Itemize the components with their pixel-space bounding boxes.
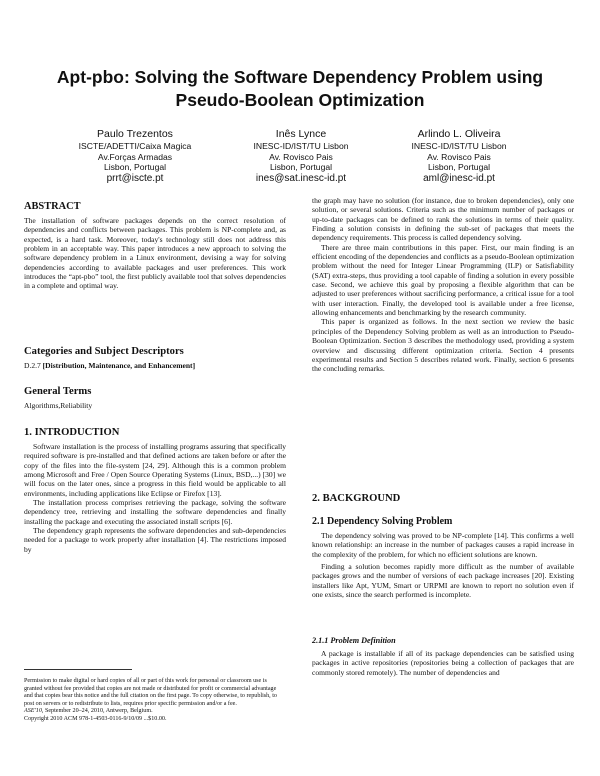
categories-descriptor: [Distribution, Maintenance, and Enhancement] [42, 361, 196, 370]
author-affiliation: INESC-ID/IST/TU Lisbon [411, 141, 507, 151]
author-affiliation: INESC-ID/IST/TU Lisbon [253, 141, 349, 151]
author-email: prrt@iscte.pt [106, 172, 164, 184]
right-paragraph-1: the graph may have no solution (for instance, due to broken dependencies), only one solution, or several solutions. Criteria such as the minimum number of packages or up-to-date packages can be defined to rank the solutions in terms of their quality. Finding a solution consists in defining the sub-set of packages that meets the dependency requirements. This process is called dependency solving. [312, 196, 574, 243]
intro-paragraph-2: The installation process comprises retrieving the package, solving the software dependency tree, retrieving and installing the software dependencies and finally installing the package and executing the associated install scripts [6]. [24, 498, 286, 526]
footnote-rule [24, 669, 132, 670]
problem-definition-heading: 2.1.1 Problem Definition [312, 636, 396, 645]
dependency-solving-heading: 2.1 Dependency Solving Problem [312, 516, 453, 527]
right-paragraph-3: This paper is organized as follows. In the next section we review the basic principles of the Dependency Solving problem as well as an introduction to Pseudo-Boolean Optimization. Section 3 describes the methodology used, providing a system overview and discussing different optimization criteria. Section 4 presents experimental results and Section 5 describes related work. Finally, section 6 presents the concluding remarks. [312, 317, 574, 374]
abstract-heading: ABSTRACT [24, 201, 81, 212]
categories-text [24, 361, 286, 370]
author-affiliation: ISCTE/ADETTI/Caixa Magica [78, 141, 192, 151]
right-paragraph-2: There are three main contributions in this paper. First, our main finding is an efficient encoding of the dependencies and conflicts as a pseudo-Boolean optimization problem without the need for Integer Linear Programming (ILP) or Satisfiability (SAT) extra-steps, thus providing a tool capable of finding a solution in every possible case. Second, we achieve this goal by proposing a flexible algorithm that can be adjusted to user preferences without sacrificing performance, a critical issue for a tool with user interaction. Finally, the developed tool is available under a free license, allowing enhancements and benchmarking by the research community. [312, 242, 574, 318]
abstract-text: The installation of software packages depends on the correct resolution of dependencies and conflicts between packages. This problem is NP-complete and, as expected, is a hard task. Moreover, today's technology still does not address this problem in an acceptable way. This paper introduces a new approach to solving the software dependency problem in a Linux environment, devising a way for solving dependencies according to available packages and user preferences. This work introduces the “apt-pbo” tool, the first publicly available tool that solves dependencies in a complete and optimal way. [24, 216, 286, 291]
copyright-footnote [24, 678, 286, 724]
intro-paragraph-3: The dependency graph represents the software dependencies and sub-dependencies needed for a package to work properly after installation [4]. The restrictions imposed by [24, 526, 286, 554]
background-heading: 2. BACKGROUND [312, 493, 401, 504]
author-name: Inês Lynce [275, 128, 327, 140]
venue-name: ASE'10, [24, 708, 44, 715]
introduction-heading: 1. INTRODUCTION [24, 427, 120, 438]
categories-code: D.2.7 [24, 361, 41, 370]
author-1 [40, 128, 230, 185]
author-city: Lisbon, Portugal [427, 162, 491, 173]
author-name: Paulo Trezentos [97, 128, 173, 140]
venue-date: September 20–24, 2010, Antwerp, Belgium. [44, 708, 153, 715]
general-terms-text: Algorithms,Reliability [24, 401, 93, 410]
author-street: Av. Rovisco Pais [269, 151, 333, 162]
author-city: Lisbon, Portugal [103, 162, 167, 173]
permission-text: Permission to make digital or hard copies of all or part of this work for personal or classroom use is granted without fee provided that copies are not made or distributed for profit or commercial advantage and that copies bear this notice and the full citation on the first page. To copy otherwise, to republish, to post on servers or to redistribute to lists, requires prior specific permission and/or a fee. [24, 678, 277, 707]
categories-heading: Categories and Subject Descriptors [24, 346, 184, 357]
general-terms-heading: General Terms [24, 386, 92, 397]
right-paragraph-6: A package is installable if all of its package dependencies can be satisfied using packages in active repositories (repositories being a collection of packages that are commonly stored remotely). The number of dependencies and [312, 649, 574, 677]
author-city: Lisbon, Portugal [269, 162, 333, 173]
right-paragraph-4: The dependency solving was proved to be NP-complete [14]. This confirms a well known relationship: an increase in the number of packages causes a rapid increase in the complexity of the problem, for which no efficient solutions are known. [312, 531, 574, 559]
author-email: aml@inesc-id.pt [423, 172, 495, 184]
author-street: Av.Forças Armadas [97, 151, 173, 162]
intro-paragraph-1: Software installation is the process of installing programs assuring that specifically required software is pre-installed and that defined actions are taken before or after the copy of the files into the file-system [24, 29]. Although this is a common problem among Microsoft and Free / Open Source Operating Systems (Linux, BSD,...) [30] we will focus on the later ones, since a progress in this field would be applicable to all environments, including applications like Eclipse or Firefox [13]. [24, 442, 286, 498]
copyright-line: Copyright 2010 ACM 978-1-4503-0116-9/10/09 ...$10.00. [24, 715, 167, 722]
paper-title: Apt-pbo: Solving the Software Dependency Problem using Pseudo-Boolean Optimization [56, 67, 544, 110]
author-name: Arlindo L. Oliveira [417, 128, 501, 140]
venue-line [24, 708, 286, 716]
author-email: ines@sat.inesc-id.pt [255, 172, 347, 184]
right-paragraph-5: Finding a solution becomes rapidly more difficult as the number of available packages grows and the number of versions of each package increases [20]. Existing installers like Apt, YUM, Smart or URPMI are known to report no solution even if one exists, since the search performed is incomplete. [312, 562, 574, 600]
author-street: Av. Rovisco Pais [427, 151, 491, 162]
author-3 [364, 128, 554, 185]
